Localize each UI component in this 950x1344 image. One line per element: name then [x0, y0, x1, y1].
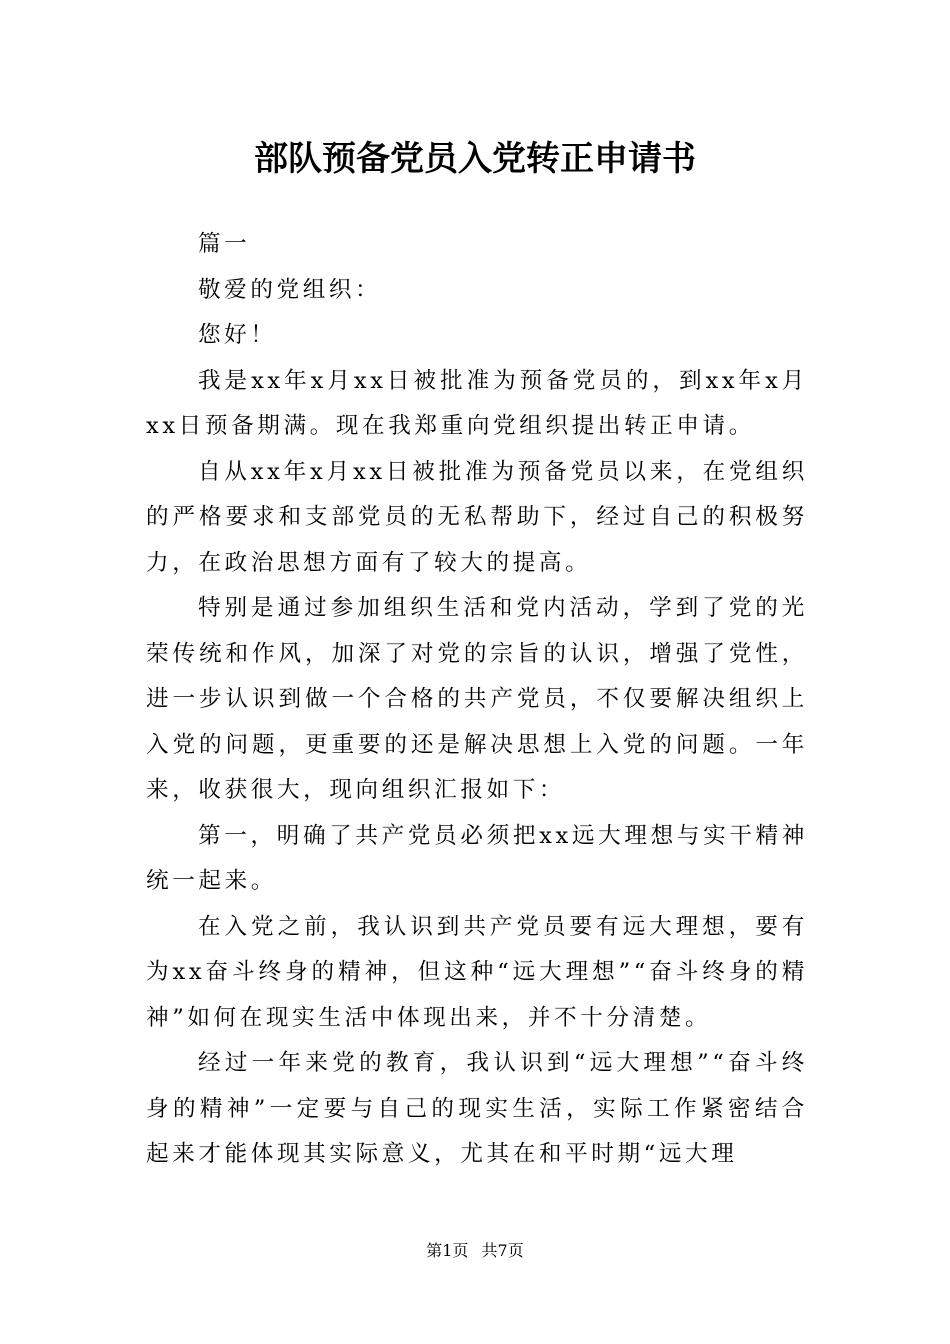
salutation: 敬爱的党组织：: [197, 276, 382, 303]
body-paragraph: 自从xx年x月xx日被批准为预备党员以来，在党组织的严格要求和支部党员的无私帮助下，经过自己的积极努力，在政治思想方面有了较大的提高。: [146, 458, 808, 576]
body-paragraph: 在入党之前，我认识到共产党员要有远大理想，要有为xx奋斗终身的精神，但这种“远大理想”“奋斗终身的精神”如何在现实生活中体现出来，并不十分清楚。: [146, 913, 808, 1031]
page-number: 第1页: [426, 1241, 469, 1260]
page-footer: [0, 1240, 950, 1262]
document-title: 部队预备党员入党转正申请书: [254, 139, 696, 179]
body-paragraph: 特别是通过参加组织生活和党内活动，学到了党的光荣传统和作风，加深了对党的宗旨的认识，增强了党性，进一步认识到做一个合格的共产党员，不仅要解决组织上入党的问题，更重要的还是解决思想上入党的问题。一年来，收获很大，现向组织汇报如下：: [146, 595, 808, 803]
greeting: 您好！: [197, 322, 277, 348]
body-paragraph: 我是xx年x月xx日被批准为预备党员的，到xx年x月xx日预备期满。现在我郑重向党组织提出转正申请。: [146, 367, 808, 439]
page-total: 共7页: [481, 1241, 524, 1260]
body-paragraph: 第一，明确了共产党员必须把xx远大理想与实干精神统一起来。: [146, 822, 808, 894]
body-paragraph: 经过一年来党的教育，我认识到“远大理想”“奋斗终身的精神”一定要与自己的现实生活，实际工作紧密结合起来才能体现其实际意义，尤其在和平时期“远大理: [146, 1050, 808, 1167]
document-body: [146, 222, 808, 1178]
section-heading: 篇一: [197, 231, 251, 257]
